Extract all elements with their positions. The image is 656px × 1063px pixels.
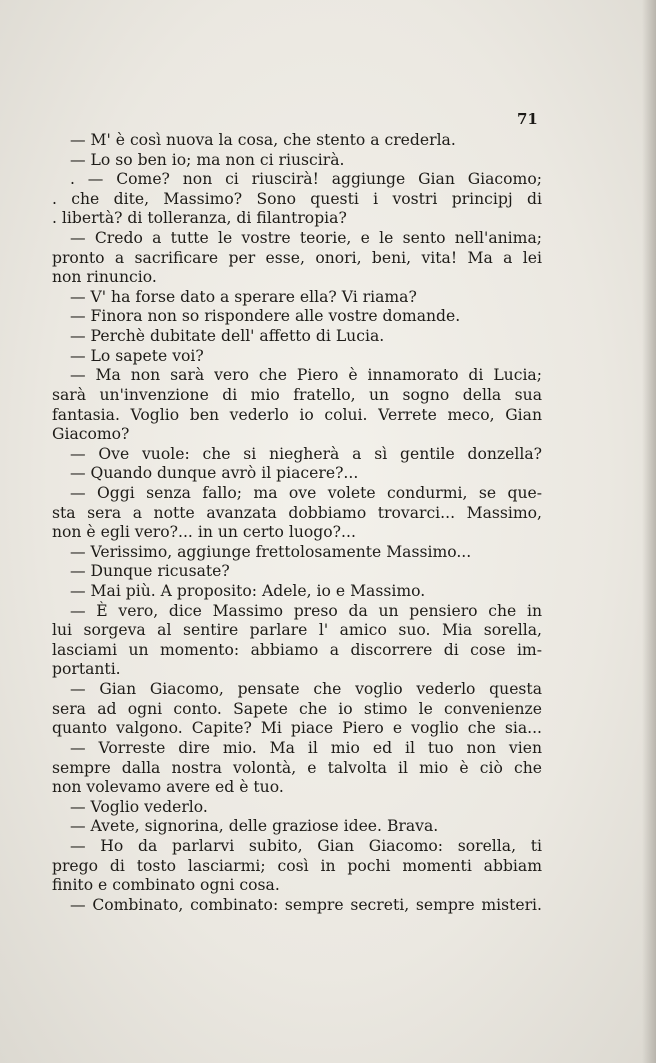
text-line: — Ho da parlarvi subito, Gian Giacomo: sorella, ti [70,836,542,855]
text-line: — Quando dunque avrò il piacere?... [70,464,359,483]
text-line: — Dunque ricusate? [70,562,230,581]
text-line: — Oggi senza fallo; ma ove volete condurmi, se que- [70,483,542,502]
text-line: Giacomo? [52,425,130,444]
page-number: 71 [517,110,538,128]
text-line: — Avete, signorina, delle graziose idee. Brava. [70,817,439,836]
text-line: — V' ha forse dato a sperare ella? Vi riama? [70,287,417,306]
text-line: lui sorgeva al sentire parlare l' amico suo. Mia sorella, [52,621,542,640]
text-line: — Perchè dubitate dell' affetto di Lucia. [70,327,385,346]
text-line: . libertà? di tolleranza, di filantropia? [52,209,347,228]
text-line: — Lo sapete voi? [70,346,204,365]
text-line: — È vero, dice Massimo preso da un pensiero che in [70,601,542,620]
text-line: portanti. [52,660,121,679]
text-line: fantasia. Voglio ben vederlo io colui. Verrete meco, Gian [52,405,542,424]
text-line: sera ad ogni conto. Sapete che io stimo le convenienze [52,699,542,718]
text-line: quanto valgono. Capite? Mi piace Piero e voglio che sia... [52,719,542,738]
text-line: — Combinato, combinato: sempre secreti, sempre misteri. [70,895,542,914]
text-line: sempre dalla nostra volontà, e talvolta il mio è ciò che [52,758,542,777]
text-block [52,131,542,915]
text-line: pronto a sacrificare per esse, onori, beni, vita! Ma a lei [52,248,542,267]
text-line: — M' è così nuova la cosa, che stento a crederla. [70,131,456,149]
text-line: prego di tosto lasciarmi; così in pochi momenti abbiam [52,856,542,875]
text-line: finito e combinato ogni cosa. [52,876,280,895]
text-line: — Finora non so rispondere alle vostre domande. [70,307,461,326]
text-line: — Ma non sarà vero che Piero è innamorato di Lucia; [70,366,542,385]
text-line: non rinuncio. [52,268,157,287]
text-line: non volevamo avere ed è tuo. [52,778,284,797]
text-line: non è egli vero?... in un certo luogo?... [52,523,356,542]
text-line: sta sera a notte avanzata dobbiamo trovarci... Massimo, [52,503,542,522]
text-line: — Gian Giacomo, pensate che voglio vederlo questa [70,680,542,699]
text-line: . — Come? non ci riuscirà! aggiunge Gian Giacomo; [70,170,542,189]
text-line: sarà un'invenzione di mio fratello, un sogno della sua [52,385,542,404]
text-line: — Credo a tutte le vostre teorie, e le sento nell'anima; [70,229,542,248]
text-line: lasciami un momento: abbiamo a discorrere di cose im- [52,640,542,659]
text-line: — Lo so ben io; ma non ci riuscirà. [70,150,345,169]
text-line: — Vorreste dire mio. Ma il mio ed il tuo non vien [70,738,542,757]
text-line: — Mai più. A proposito: Adele, io e Massimo. [70,582,426,601]
text-line: — Verissimo, aggiunge frettolosamente Massimo... [70,542,472,561]
text-line: — Ove vuole: che si niegherà a sì gentile donzella? [70,444,542,463]
text-line: . che dite, Massimo? Sono questi i vostri principj di [52,189,542,208]
text-line: — Voglio vederlo. [70,797,208,816]
